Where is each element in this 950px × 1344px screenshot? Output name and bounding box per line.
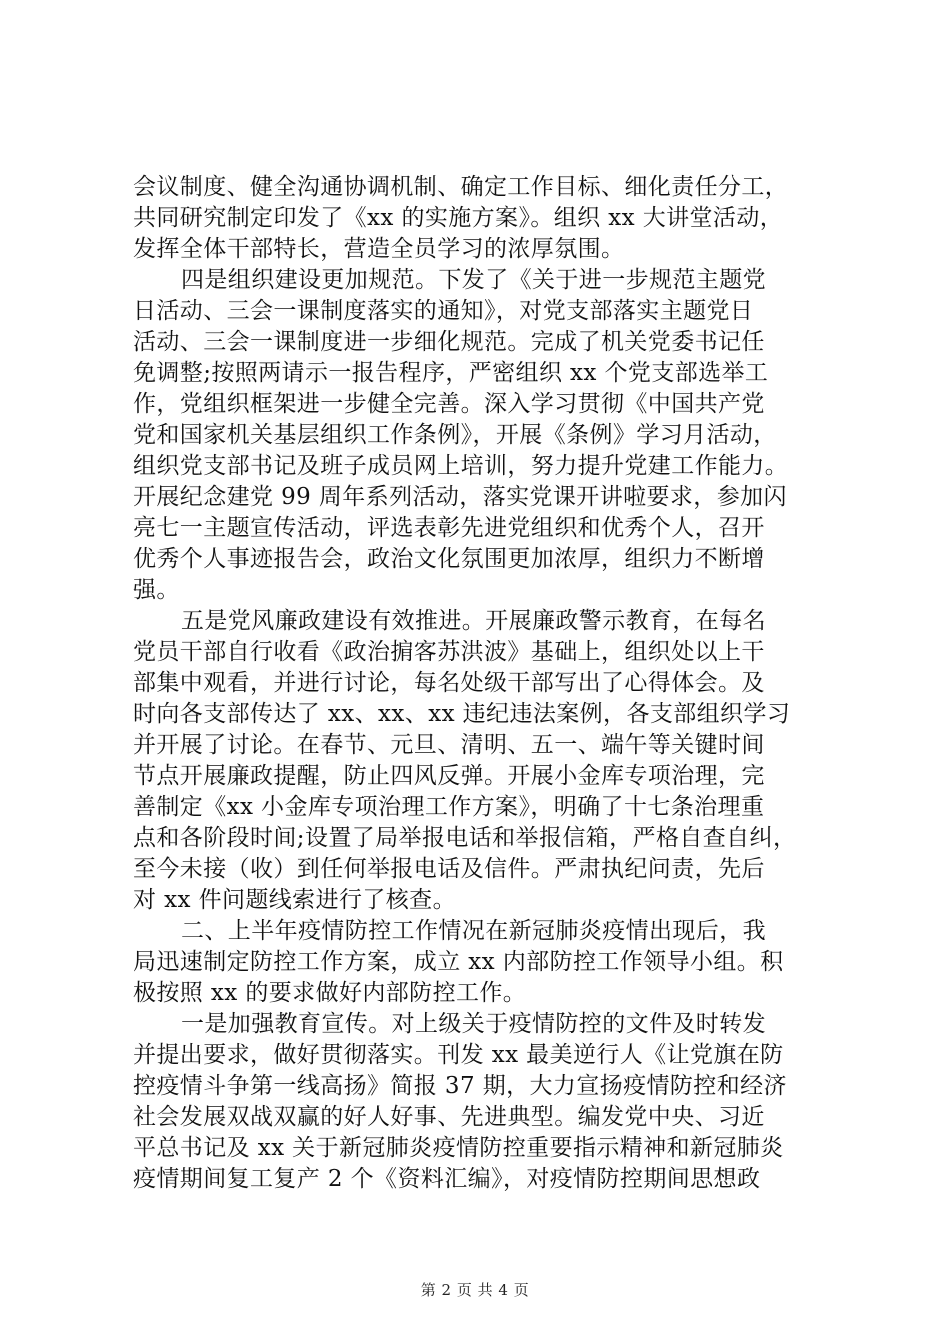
text-line: 强。 (133, 577, 180, 603)
text-line: 节点开展廉政提醒，防止四风反弹。开展小金库专项治理，完 (133, 763, 765, 789)
text-line: 平总书记及 xx 关于新冠肺炎疫情防控重要指示精神和新冠肺炎 (133, 1135, 784, 1161)
page-number-footer: 第 2 页 共 4 页 (420, 1281, 530, 1299)
text-line: 作，党组织框架进一步健全完善。深入学习贯彻《中国共产党 (133, 391, 765, 417)
text-line: 善制定《xx 小金库专项治理工作方案》，明确了十七条治理重 (133, 794, 765, 820)
text-line: 并开展了讨论。在春节、元旦、清明、五一、端午等关键时间 (133, 732, 765, 758)
text-line: 一是加强教育宣传。对上级关于疫情防控的文件及时转发 (181, 1011, 766, 1037)
text-line: 五是党风廉政建设有效推进。开展廉政警示教育，在每名 (181, 608, 766, 634)
text-line: 活动、三会一课制度进一步细化规范。完成了机关党委书记任 (133, 329, 765, 355)
text-line: 并提出要求，做好贯彻落实。刊发 xx 最美逆行人《让党旗在防 (133, 1042, 784, 1068)
text-line: 免调整;按照两请示一报告程序，严密组织 xx 个党支部选举工 (133, 360, 769, 386)
text-line: 局迅速制定防控工作方案，成立 xx 内部防控工作领导小组。积 (133, 949, 784, 975)
text-line: 组织党支部书记及班子成员网上培训，努力提升党建工作能力。 (133, 453, 789, 479)
text-line: 开展纪念建党 99 周年系列活动，落实党课开讲啦要求，参加闪 (133, 484, 787, 510)
text-line: 极按照 xx 的要求做好内部防控工作。 (133, 980, 527, 1006)
text-line: 亮七一主题宣传活动，评选表彰先进党组织和优秀个人，召开 (133, 515, 765, 541)
text-line: 优秀个人事迹报告会，政治文化氛围更加浓厚，组织力不断增 (133, 546, 765, 572)
text-line: 时向各支部传达了 xx、xx、xx 违纪违法案例，各支部组织学习 (133, 701, 791, 727)
text-line: 点和各阶段时间;设置了局举报电话和举报信箱，严格自查自纠， (133, 825, 797, 851)
text-line: 疫情期间复工复产 2 个《资料汇编》，对疫情防控期间思想政 (133, 1166, 761, 1192)
text-line: 会议制度、健全沟通协调机制、确定工作目标、细化责任分工， (133, 174, 789, 200)
text-line: 控疫情斗争第一线高扬》简报 37 期，大力宣扬疫情防控和经济 (133, 1073, 787, 1099)
text-line: 对 xx 件问题线索进行了核查。 (133, 887, 456, 913)
text-line: 二、上半年疫情防控工作情况在新冠肺炎疫情出现后，我 (181, 918, 766, 944)
text-line: 党和国家机关基层组织工作条例》，开展《条例》学习月活动， (133, 422, 777, 448)
text-line: 党员干部自行收看《政治掮客苏洪波》基础上，组织处以上干 (133, 639, 765, 665)
text-line: 共同研究制定印发了《xx 的实施方案》。组织 xx 大讲堂活动， (133, 205, 784, 231)
text-line: 部集中观看，并进行讨论，每名处级干部写出了心得体会。及 (133, 670, 765, 696)
text-line: 四是组织建设更加规范。下发了《关于进一步规范主题党 (181, 267, 766, 293)
text-line: 发挥全体干部特长，营造全员学习的浓厚氛围。 (133, 236, 625, 262)
text-line: 至今未接（收）到任何举报电话及信件。严肃执纪问责，先后 (133, 856, 765, 882)
document-body (133, 172, 827, 1195)
text-line: 日活动、三会一课制度落实的通知》，对党支部落实主题党日 (133, 298, 754, 324)
text-line: 社会发展双战双赢的好人好事、先进典型。编发党中央、习近 (133, 1104, 765, 1130)
